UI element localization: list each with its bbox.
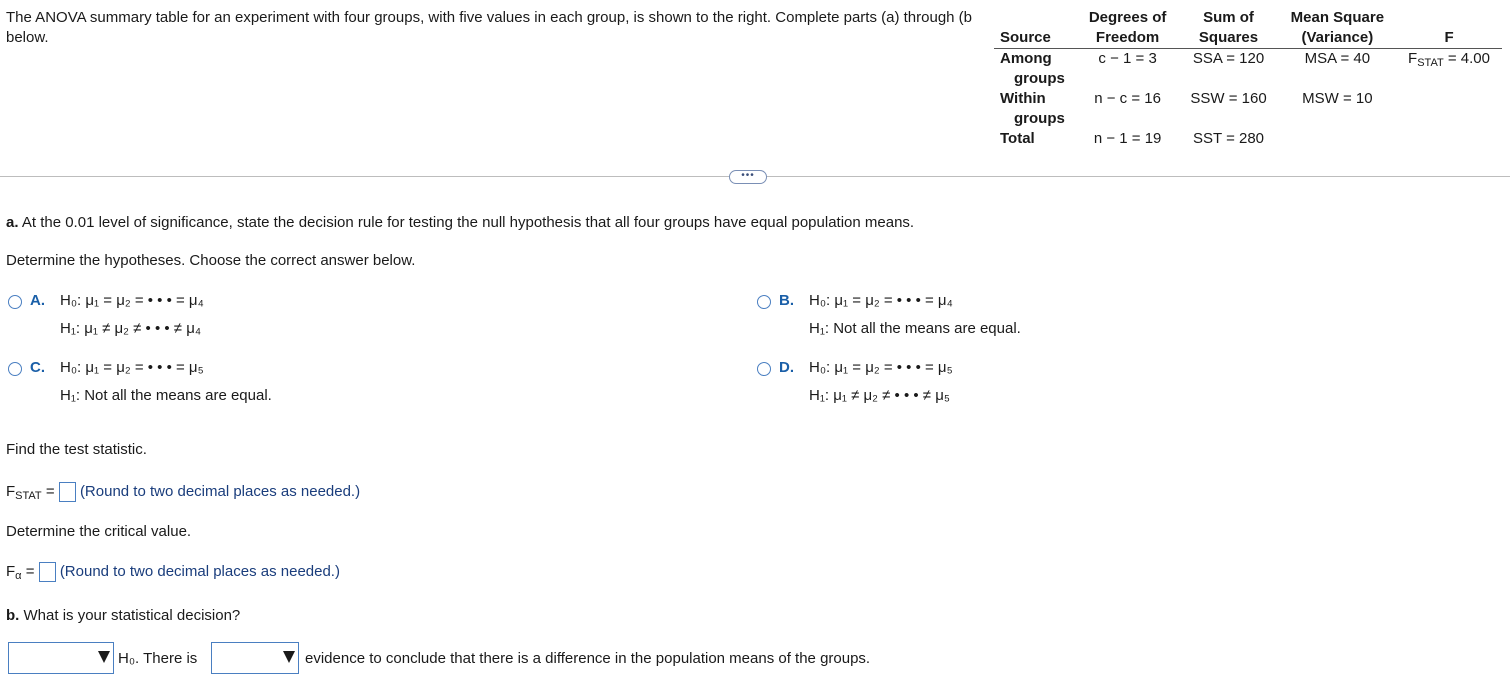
option-d-radio[interactable]: [757, 362, 771, 376]
option-c-h1: H₁: Not all the means are equal.: [60, 387, 272, 404]
header-ms: Mean Square (Variance): [1290, 9, 1385, 46]
option-c-h0: H₀: μ₁ = μ₂ = • • • = μ₅: [60, 359, 204, 376]
critical-value-prompt: Determine the critical value.: [6, 523, 192, 540]
ss-total: SST = 280: [1193, 130, 1265, 147]
fstat-row: $F_{STAT}$ = (Round to two decimal places as needed.): [6, 483, 361, 502]
part-a-question: a. At the 0.01 level of significance, state the decision rule for testing the null hypothesis that all four groups have equal population means.: [6, 214, 915, 231]
source-within: Within groups: [1000, 90, 1065, 127]
conclusion-text: evidence to conclude that there is a difference in the population means of the groups.: [305, 650, 871, 667]
option-a-h0: H₀: μ₁ = μ₂ = • • • = μ₄: [60, 292, 204, 309]
h0-there-is-text: H₀. There is: [118, 650, 198, 667]
option-d-h1: H₁: μ₁ ≠ μ₂ ≠ • • • ≠ μ₅: [809, 387, 950, 404]
df-among: c − 1 = 3: [1098, 50, 1157, 67]
more-options-button[interactable]: •••: [729, 170, 767, 184]
option-c-radio[interactable]: [8, 362, 22, 376]
anova-summary-table: [994, 8, 1502, 149]
option-b-radio[interactable]: [757, 295, 771, 309]
ms-within: MSW = 10: [1302, 90, 1373, 107]
option-a-h1: H₁: μ₁ ≠ μ₂ ≠ • • • ≠ μ₄: [60, 320, 201, 337]
header-ss: Sum of Squares: [1198, 9, 1259, 46]
table-row: [994, 89, 1502, 129]
df-within: n − c = 16: [1094, 90, 1161, 107]
part-b-question: b. What is your statistical decision?: [6, 607, 241, 624]
hypotheses-instruction: Determine the hypotheses. Choose the correct answer below.: [6, 252, 416, 269]
ss-among: SSA = 120: [1192, 50, 1265, 67]
fstat-hint: (Round to two decimal places as needed.): [79, 483, 361, 500]
option-b-h0: H₀: μ₁ = μ₂ = • • • = μ₄: [809, 292, 953, 309]
ms-among: MSA = 40: [1304, 50, 1371, 67]
falpha-hint: (Round to two decimal places as needed.): [59, 563, 340, 580]
option-a-radio[interactable]: [8, 295, 22, 309]
chevron-down-icon: [283, 651, 295, 663]
header-df: Degrees of Freedom: [1088, 9, 1167, 46]
falpha-input[interactable]: [39, 562, 56, 582]
df-total: n − 1 = 19: [1093, 130, 1162, 147]
option-d-h0: H₀: μ₁ = μ₂ = • • • = μ₅: [809, 359, 953, 376]
header-source: Source: [1000, 29, 1051, 46]
find-test-statistic: Find the test statistic.: [6, 441, 147, 458]
evidence-dropdown[interactable]: [211, 642, 299, 674]
chevron-down-icon: [98, 651, 110, 663]
falpha-row: $F_\alpha$ = (Round to two decimal places as needed.): [6, 563, 340, 582]
table-row: [994, 49, 1502, 90]
table-header-row: [994, 8, 1502, 49]
f-stat-value: $F_{STAT} = 4.00$: [1408, 50, 1490, 69]
source-among: Among groups: [1000, 50, 1065, 87]
header-f: F: [1444, 29, 1454, 46]
table-row: [994, 129, 1502, 149]
decision-dropdown[interactable]: [8, 642, 114, 674]
problem-intro: The ANOVA summary table for an experiment with four groups, with five values in each group, is shown to the right. Complete parts (a) through (b below.: [6, 9, 973, 46]
ss-within: SSW = 160: [1190, 90, 1267, 107]
source-total: Total: [1000, 130, 1035, 147]
fstat-input[interactable]: [59, 482, 76, 502]
option-b-h1: H₁: Not all the means are equal.: [809, 320, 1021, 337]
